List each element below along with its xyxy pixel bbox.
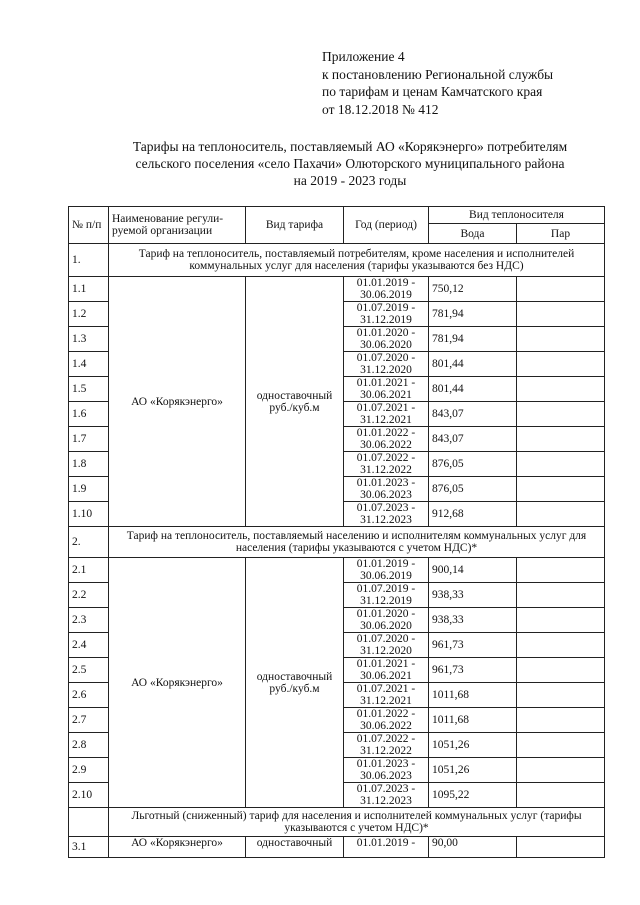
header-steam: Пар [517, 224, 605, 244]
section-number: 2. [69, 527, 109, 558]
steam-value [517, 452, 605, 477]
water-value: 938,33 [429, 608, 517, 633]
section-row [69, 527, 605, 558]
appendix-line: Приложение 4 [322, 49, 405, 64]
steam-value [517, 277, 605, 302]
steam-value [517, 683, 605, 708]
appendix-line: по тарифам и ценам Камчатского края [322, 84, 543, 99]
header-period: Год (период) [344, 207, 429, 244]
water-value: 843,07 [429, 402, 517, 427]
period-cell: 01.01.2020 - 30.06.2020 [344, 608, 429, 633]
period-cell: 01.01.2022 - 30.06.2022 [344, 708, 429, 733]
steam-value [517, 558, 605, 583]
water-value: 912,68 [429, 502, 517, 527]
water-value: 1011,68 [429, 683, 517, 708]
steam-value [517, 502, 605, 527]
period-cell: 01.07.2023 - 31.12.2023 [344, 502, 429, 527]
steam-value [517, 302, 605, 327]
steam-value [517, 733, 605, 758]
steam-value [517, 327, 605, 352]
header-num: № п/п [69, 207, 109, 244]
table-row [69, 837, 605, 858]
steam-value [517, 837, 605, 858]
period-cell: 01.07.2019 - 31.12.2019 [344, 302, 429, 327]
tariff-type: одноставочный [246, 837, 344, 858]
period-cell: 01.07.2020 - 31.12.2020 [344, 352, 429, 377]
row-number: 2.10 [69, 783, 109, 808]
row-number: 1.7 [69, 427, 109, 452]
row-number: 1.5 [69, 377, 109, 402]
water-value: 801,44 [429, 352, 517, 377]
steam-value [517, 352, 605, 377]
period-cell: 01.07.2020 - 31.12.2020 [344, 633, 429, 658]
row-number: 1.10 [69, 502, 109, 527]
water-value: 801,44 [429, 377, 517, 402]
period-cell: 01.01.2019 - 30.06.2019 [344, 558, 429, 583]
water-value: 961,73 [429, 658, 517, 683]
row-number: 2.8 [69, 733, 109, 758]
water-value: 961,73 [429, 633, 517, 658]
row-number: 1.1 [69, 277, 109, 302]
period-cell: 01.01.2023 - 30.06.2023 [344, 477, 429, 502]
section-number [69, 808, 109, 837]
org-name: АО «Корякэнерго» [109, 837, 246, 858]
title-line: на 2019 - 2023 годы [293, 173, 407, 188]
row-number: 1.9 [69, 477, 109, 502]
header-org: Наименование регули-руемой организации [109, 207, 246, 244]
water-value: 876,05 [429, 477, 517, 502]
appendix-line: к постановлению Региональной службы [322, 66, 554, 82]
water-value: 900,14 [429, 558, 517, 583]
appendix-line: от 18.12.2018 № 412 [322, 101, 439, 117]
period-cell: 01.07.2022 - 31.12.2022 [344, 452, 429, 477]
appendix-block [322, 48, 553, 118]
period-cell: 01.01.2019 - [344, 837, 429, 858]
water-value: 1011,68 [429, 708, 517, 733]
period-cell: 01.01.2022 - 30.06.2022 [344, 427, 429, 452]
steam-value [517, 583, 605, 608]
steam-value [517, 783, 605, 808]
section-title: Тариф на теплоноситель, поставляемый потребителям, кроме населения и исполнителей коммунальных услуг для населения (тарифы указываются без НДС) [109, 244, 605, 277]
table-row [69, 277, 605, 302]
period-cell: 01.07.2021 - 31.12.2021 [344, 683, 429, 708]
steam-value [517, 477, 605, 502]
row-number: 2.5 [69, 658, 109, 683]
header-water: Вода [429, 224, 517, 244]
steam-value [517, 608, 605, 633]
period-cell: 01.07.2021 - 31.12.2021 [344, 402, 429, 427]
row-number: 1.3 [69, 327, 109, 352]
table-row [69, 558, 605, 583]
section-title: Тариф на теплоноситель, поставляемый населению и исполнителям коммунальных услуг для населения (тарифы указываются с учетом НДС)* [109, 527, 605, 558]
steam-value [517, 758, 605, 783]
water-value: 750,12 [429, 277, 517, 302]
row-number: 2.2 [69, 583, 109, 608]
steam-value [517, 633, 605, 658]
period-cell: 01.01.2021 - 30.06.2021 [344, 658, 429, 683]
steam-value [517, 427, 605, 452]
tariff-table [68, 206, 605, 858]
tariff-table-body [69, 207, 605, 858]
tariff-type: одноставочный руб./куб.м [246, 558, 344, 808]
org-name: АО «Корякэнерго» [109, 277, 246, 527]
row-number: 3.1 [69, 837, 109, 858]
row-number: 2.1 [69, 558, 109, 583]
row-number: 2.3 [69, 608, 109, 633]
document-title [60, 138, 640, 189]
row-number: 1.2 [69, 302, 109, 327]
tariff-type: одноставочный руб./куб.м [246, 277, 344, 527]
title-line: Тарифы на теплоноситель, поставляемый АО «Корякэнерго» потребителям [132, 139, 568, 154]
water-value: 876,05 [429, 452, 517, 477]
water-value: 90,00 [429, 837, 517, 858]
org-name: АО «Корякэнерго» [109, 558, 246, 808]
water-value: 1095,22 [429, 783, 517, 808]
header-tariff-type: Вид тарифа [246, 207, 344, 244]
steam-value [517, 377, 605, 402]
row-number: 2.4 [69, 633, 109, 658]
section-title: Льготный (сниженный) тариф для населения и исполнителей коммунальных услуг (тарифы указываются с учетом НДС)* [109, 808, 605, 837]
steam-value [517, 658, 605, 683]
row-number: 1.6 [69, 402, 109, 427]
row-number: 1.8 [69, 452, 109, 477]
title-line: сельского поселения «село Пахачи» Олюторского муниципального района [135, 156, 565, 171]
header-carrier: Вид теплоносителя [429, 207, 605, 224]
water-value: 781,94 [429, 327, 517, 352]
row-number: 2.6 [69, 683, 109, 708]
period-cell: 01.07.2019 - 31.12.2019 [344, 583, 429, 608]
water-value: 1051,26 [429, 758, 517, 783]
section-number: 1. [69, 244, 109, 277]
water-value: 843,07 [429, 427, 517, 452]
period-cell: 01.07.2022 - 31.12.2022 [344, 733, 429, 758]
section-row [69, 808, 605, 837]
steam-value [517, 402, 605, 427]
row-number: 2.9 [69, 758, 109, 783]
period-cell: 01.01.2020 - 30.06.2020 [344, 327, 429, 352]
section-row [69, 244, 605, 277]
period-cell: 01.01.2019 - 30.06.2019 [344, 277, 429, 302]
steam-value [517, 708, 605, 733]
period-cell: 01.07.2023 - 31.12.2023 [344, 783, 429, 808]
water-value: 781,94 [429, 302, 517, 327]
period-cell: 01.01.2021 - 30.06.2021 [344, 377, 429, 402]
row-number: 2.7 [69, 708, 109, 733]
period-cell: 01.01.2023 - 30.06.2023 [344, 758, 429, 783]
water-value: 1051,26 [429, 733, 517, 758]
water-value: 938,33 [429, 583, 517, 608]
row-number: 1.4 [69, 352, 109, 377]
